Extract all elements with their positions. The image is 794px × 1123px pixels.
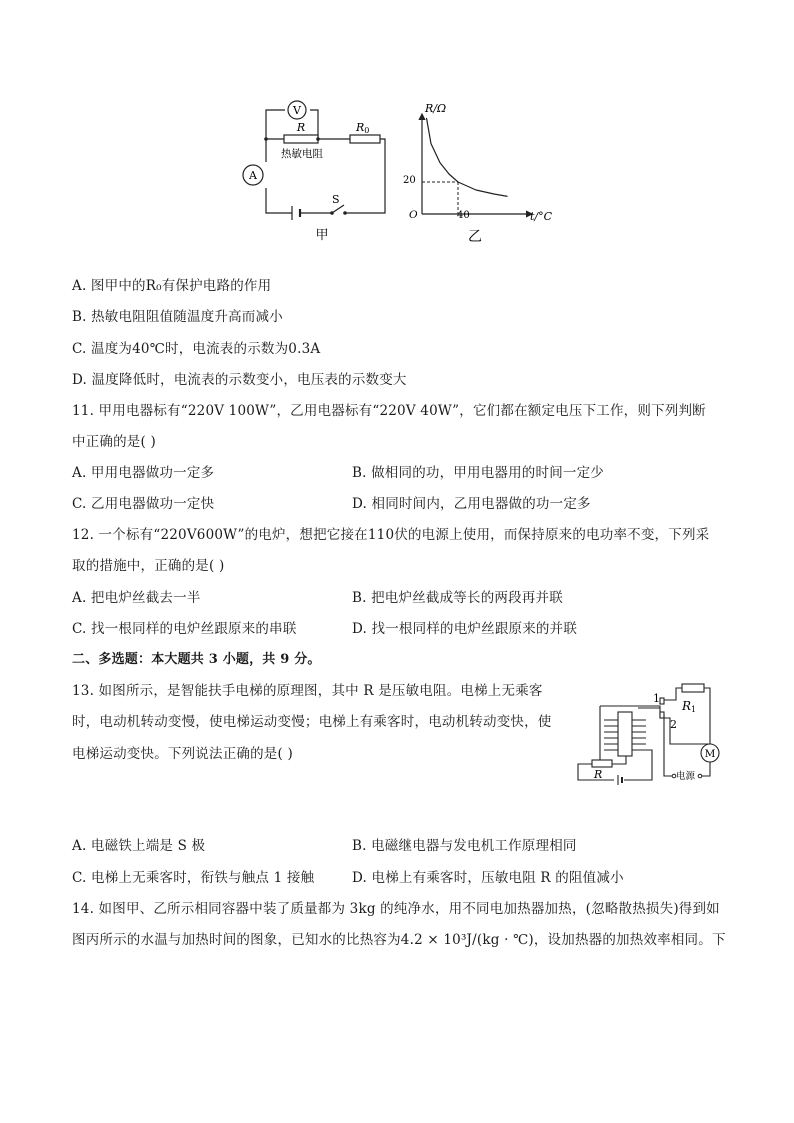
ammeter-label: A [249, 169, 257, 182]
pressure-resistor [592, 760, 612, 767]
q12-stem-line1: 12. 一个标有“220V600W”的电炉，想把它接在110伏的电源上使用，而保持原来的电功率不变，下列采 [72, 527, 710, 543]
section-heading-multiple-choice: 二、多选题：本大题共 3 小题，共 9 分。 [72, 652, 321, 667]
voltmeter-label: V [293, 104, 301, 117]
q13-stem-line1: 13. 如图所示，是智能扶手电梯的原理图，其中 R 是压敏电阻。电梯上无乘客 [72, 683, 543, 699]
switch-icon [332, 205, 344, 213]
x-tick-label: 40 [457, 210, 470, 221]
q12-option-a: A. 把电炉丝截去一半 [72, 590, 201, 606]
q10-option-d: D. 温度降低时，电流表的示数变小，电压表的示数变大 [72, 372, 407, 388]
resistor-r1 [682, 684, 704, 692]
q12-stem-line2: 取的措施中，正确的是( ) [72, 558, 225, 574]
resistor-r-label: R [296, 121, 306, 134]
q12-option-c: C. 找一根同样的电炉丝跟原来的串联 [72, 621, 297, 637]
figure-yi-caption: 乙 [468, 229, 482, 245]
q13-option-a: A. 电磁铁上端是 S 极 [72, 838, 206, 854]
origin-label: O [409, 209, 418, 221]
circuit-diagram-jia [240, 96, 400, 246]
power-source-label: 电源 [676, 771, 696, 782]
x-axis-label: t/°C [530, 210, 553, 223]
q11-option-b: B. 做相同的功，甲用电器用的时间一定少 [352, 465, 605, 481]
q11-option-c: C. 乙用电器做功一定快 [72, 496, 215, 512]
q13-stem-line2: 时，电动机转动变慢，使电梯运动变慢；电梯上有乘客时，电动机转动变快，使 [72, 714, 552, 730]
contact-2-label: 2 [670, 718, 677, 731]
q11-option-d: D. 相同时间内，乙用电器做的功一定多 [352, 496, 591, 512]
q11-stem-line2: 中正确的是( ) [72, 434, 156, 450]
q13-option-d: D. 电梯上有乘客时，压敏电阻 R 的阻值减小 [352, 870, 624, 886]
r1-label: R1 [682, 699, 697, 714]
figure-jia-caption: 甲 [315, 228, 329, 243]
q11-option-a: A. 甲用电器做功一定多 [72, 465, 215, 481]
q13-stem-line3: 电梯运动变快。下列说法正确的是( ) [72, 746, 293, 762]
resistance-temperature-graph [400, 96, 560, 246]
motor-label: M [704, 748, 716, 760]
contact-1-label: 1 [653, 692, 660, 705]
q10-option-a: A. 图甲中的R₀有保护电路的作用 [72, 278, 272, 294]
switch-label: S [332, 193, 340, 206]
pressure-resistor-label: R [594, 768, 603, 781]
resistance-curve [427, 118, 508, 196]
q10-option-b: B. 热敏电阻阻值随温度升高而减小 [72, 309, 283, 325]
q13-option-b: B. 电磁继电器与发电机工作原理相同 [352, 838, 577, 854]
thermistor-resistor [284, 135, 318, 143]
thermistor-label: 热敏电阻 [281, 148, 323, 160]
q10-option-c: C. 温度为40℃时，电流表的示数为0.3A [72, 341, 321, 357]
q13-option-c: C. 电梯上无乘客时，衔铁与触点 1 接触 [72, 870, 315, 886]
y-tick-label: 20 [403, 175, 416, 186]
junction-dot [316, 137, 320, 141]
elevator-relay-diagram [574, 680, 724, 790]
resistor-r0 [350, 135, 380, 143]
q12-option-d: D. 找一根同样的电炉丝跟原来的并联 [352, 621, 578, 637]
y-axis-label: R/Ω [425, 102, 447, 115]
q14-stem-line1: 14. 如图甲、乙所示相同容器中装了质量都为 3kg 的纯净水，用不同电加热器加热，(忽略散热损失)得到如 [72, 901, 720, 917]
q14-stem-line2: 图丙所示的水温与加热时间的图象，已知水的比热容为4.2 × 10³J/(kg · ℃)，设加热器的加热效率相同。下 [72, 932, 726, 948]
q12-option-b: B. 把电炉丝截成等长的两段再并联 [352, 590, 563, 606]
q11-stem-line1: 11. 甲用电器标有“220V 100W”，乙用电器标有“220V 40W”，它们都在额定电压下工作，则下列判断 [72, 403, 706, 419]
resistor-r0-label: R0 [356, 121, 370, 135]
junction-dot [264, 137, 268, 141]
